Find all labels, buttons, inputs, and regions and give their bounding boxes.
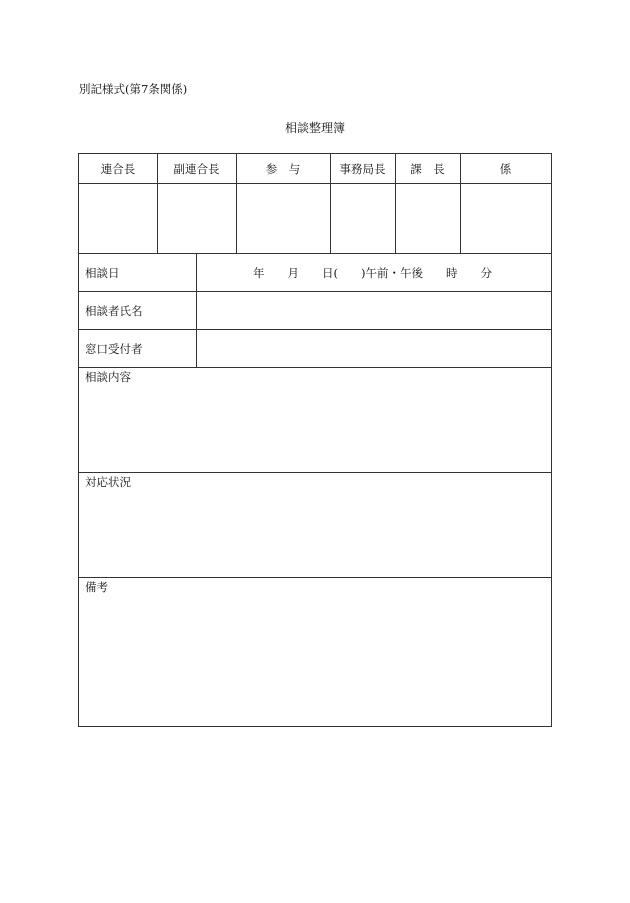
consultation-date-label: 相談日	[85, 266, 120, 280]
response-status-field[interactable]	[79, 491, 551, 576]
consultant-name-label: 相談者氏名	[85, 304, 143, 318]
approval-header-counselor: 参 与	[265, 162, 301, 176]
approval-table	[78, 153, 552, 254]
stamp-cell-section-chief[interactable]	[396, 184, 460, 254]
consultation-content-field[interactable]	[79, 386, 551, 471]
remarks-field[interactable]	[79, 596, 551, 726]
consultation-table	[78, 253, 552, 727]
form-title: 相談整理簿	[284, 121, 345, 135]
approval-header-staff: 係	[499, 162, 512, 176]
consultation-content-label: 相談内容	[85, 370, 131, 384]
approval-header-secretary-general: 事務局長	[339, 162, 386, 176]
approval-header-chairman: 連合長	[100, 162, 136, 176]
approval-header-vice-chairman: 副連合長	[173, 162, 220, 176]
form-caption: 別記様式(第7条関係)	[79, 82, 188, 96]
response-status-label: 対応状況	[85, 475, 131, 489]
remarks-label: 備考	[85, 580, 108, 594]
approval-header-section-chief: 課 長	[410, 162, 445, 176]
row-divider	[79, 472, 551, 473]
reception-staff-field[interactable]	[197, 330, 551, 367]
stamp-cell-chairman[interactable]	[79, 184, 157, 254]
consultant-name-field[interactable]	[197, 292, 551, 329]
consultation-date-field[interactable]: 年 月 日( )午前・午後 時 分	[253, 266, 492, 280]
stamp-cell-counselor[interactable]	[237, 184, 330, 254]
stamp-cell-vice-chairman[interactable]	[158, 184, 236, 254]
reception-staff-label: 窓口受付者	[85, 342, 143, 356]
stamp-cell-secretary-general[interactable]	[331, 184, 395, 254]
row-divider	[79, 367, 551, 368]
stamp-cell-staff[interactable]	[461, 184, 551, 254]
row-divider	[79, 577, 551, 578]
